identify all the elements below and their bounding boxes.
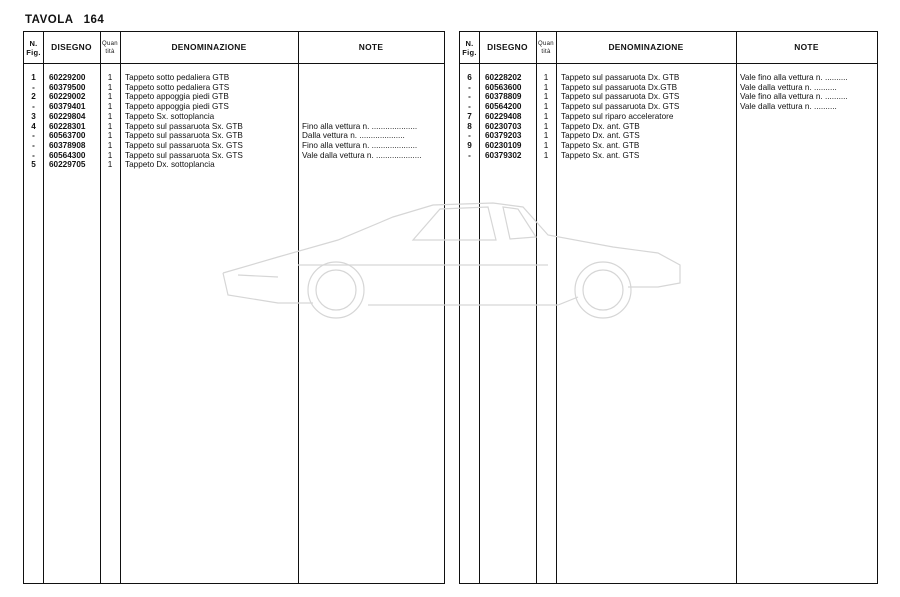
table-row	[24, 141, 444, 151]
table-row	[460, 131, 877, 141]
quantity: 1	[543, 73, 549, 82]
drawing-code: 60229804	[49, 111, 86, 121]
drawing-code: 60230109	[485, 140, 522, 150]
quantity: 1	[543, 102, 549, 112]
part-name: Tappeto sotto pedaliera GTB	[125, 73, 230, 82]
parts-table-left	[23, 31, 445, 584]
header-name: DENOMINAZIONE	[608, 42, 684, 52]
note: Fino alla vettura n. ....................	[302, 140, 418, 150]
table-row	[24, 122, 444, 132]
drawing-code: 60228301	[49, 121, 86, 131]
drawing-code: 60379500	[49, 82, 86, 92]
drawing-code: 60229408	[485, 111, 522, 121]
part-name: Tappeto Dx. ant. GTS	[561, 131, 640, 141]
drawing-code: 60229200	[49, 73, 86, 82]
part-name: Tappeto sul passaruota Dx. GTB	[561, 73, 680, 82]
header-notes: NOTE	[358, 42, 384, 52]
table-row	[460, 122, 877, 132]
header-fig: N. Fig.	[462, 38, 477, 57]
drawing-code: 60379302	[485, 150, 522, 160]
fig-number: 8	[467, 121, 472, 131]
note: Vale dalla vettura n. ....................	[302, 150, 422, 160]
drawing-code: 60564300	[49, 150, 86, 160]
note: Vale fino alla vettura n. ..........	[740, 92, 848, 102]
table-row	[460, 112, 877, 122]
drawing-code: 60378908	[49, 140, 86, 150]
header-qty: Quan tità	[102, 40, 118, 55]
table-row	[24, 112, 444, 122]
fig-number: 6	[467, 73, 472, 82]
table-row	[24, 151, 444, 161]
drawing-code: 60564200	[485, 102, 522, 112]
fig-number: -	[468, 82, 471, 92]
quantity: 1	[107, 82, 113, 92]
table-row	[24, 160, 444, 170]
part-name: Tappeto Dx. sottoplancia	[125, 160, 215, 170]
part-name: Tappeto sul passaruota Sx. GTS	[125, 150, 243, 160]
table-row	[24, 73, 444, 83]
part-name: Tappeto Sx. sottoplancia	[125, 111, 215, 121]
note: Vale dalla vettura n. ..........	[740, 82, 837, 92]
parts-table-right	[459, 31, 878, 584]
quantity: 1	[107, 92, 113, 102]
fig-number: 5	[31, 160, 36, 170]
header-drawing: DISEGNO	[487, 42, 528, 52]
fig-number: -	[32, 150, 35, 160]
fig-number: -	[468, 102, 471, 112]
quantity: 1	[543, 121, 549, 131]
fig-number: -	[468, 150, 471, 160]
part-name: Tappeto appoggia piedi GTB	[125, 92, 229, 102]
table-row	[24, 92, 444, 102]
header-name: DENOMINAZIONE	[171, 42, 247, 52]
note: Vale dalla vettura n. ..........	[740, 102, 837, 112]
drawing-code: 60229705	[49, 160, 86, 170]
table-row	[24, 102, 444, 112]
quantity: 1	[543, 92, 549, 102]
drawing-code: 60379401	[49, 102, 86, 112]
page-title-number: 164	[83, 14, 105, 26]
fig-number: -	[32, 82, 35, 92]
drawing-code: 60228202	[485, 73, 522, 82]
part-name: Tappeto sul riparo acceleratore	[561, 111, 674, 121]
note: Dalla vettura n. ....................	[302, 131, 405, 141]
fig-number: 4	[31, 121, 36, 131]
table-row	[460, 151, 877, 161]
quantity: 1	[543, 131, 549, 141]
fig-number: 1	[31, 73, 36, 82]
quantity: 1	[107, 160, 113, 170]
quantity: 1	[107, 131, 113, 141]
part-name: Tappeto sul passaruota Sx. GTS	[125, 140, 243, 150]
quantity: 1	[107, 140, 113, 150]
part-name: Tappeto appoggia piedi GTS	[125, 102, 229, 112]
drawing-code: 60379203	[485, 131, 522, 141]
quantity: 1	[543, 111, 549, 121]
header-notes: NOTE	[794, 42, 819, 52]
drawing-code: 60563600	[485, 82, 522, 92]
fig-number: 2	[31, 92, 36, 102]
part-name: Tappeto sotto pedaliera GTS	[125, 82, 230, 92]
fig-number: -	[32, 140, 35, 150]
part-name: Tappeto Sx. ant. GTS	[561, 150, 640, 160]
quantity: 1	[543, 150, 549, 160]
fig-number: 9	[467, 140, 472, 150]
table-row	[24, 131, 444, 141]
note: Fino alla vettura n. ....................	[302, 121, 418, 131]
drawing-code: 60563700	[49, 131, 86, 141]
part-name: Tappeto sul passaruota Dx.GTB	[561, 82, 678, 92]
quantity: 1	[107, 121, 113, 131]
table-row	[460, 83, 877, 93]
part-name: Tappeto Sx. ant. GTB	[561, 140, 640, 150]
table-row	[460, 141, 877, 151]
part-name: Tappeto sul passaruota Sx. GTB	[125, 131, 243, 141]
quantity: 1	[107, 73, 113, 82]
table-row	[24, 83, 444, 93]
quantity: 1	[543, 82, 549, 92]
table-row	[460, 73, 877, 83]
fig-number: 3	[31, 111, 36, 121]
quantity: 1	[543, 140, 549, 150]
page-title-label: TAVOLA	[25, 14, 74, 26]
quantity: 1	[107, 150, 113, 160]
part-name: Tappeto sul passaruota Dx. GTS	[561, 102, 680, 112]
drawing-code: 60378809	[485, 92, 522, 102]
note: Vale fino alla vettura n. ..........	[740, 73, 848, 82]
part-name: Tappeto Dx. ant. GTB	[561, 121, 640, 131]
fig-number: 7	[467, 111, 472, 121]
header-qty: Quan tità	[538, 40, 554, 55]
quantity: 1	[107, 102, 113, 112]
table-row	[460, 102, 877, 112]
part-name: Tappeto sul passaruota Sx. GTB	[125, 121, 243, 131]
page-title	[25, 14, 104, 26]
fig-number: -	[32, 131, 35, 141]
header-fig: N. Fig.	[26, 38, 41, 57]
fig-number: -	[32, 102, 35, 112]
quantity: 1	[107, 111, 113, 121]
header-drawing: DISEGNO	[51, 42, 92, 52]
drawing-code: 60229002	[49, 92, 86, 102]
drawing-code: 60230703	[485, 121, 522, 131]
fig-number: -	[468, 92, 471, 102]
fig-number: -	[468, 131, 471, 141]
table-row	[460, 92, 877, 102]
part-name: Tappeto sul passaruota Dx. GTS	[561, 92, 680, 102]
